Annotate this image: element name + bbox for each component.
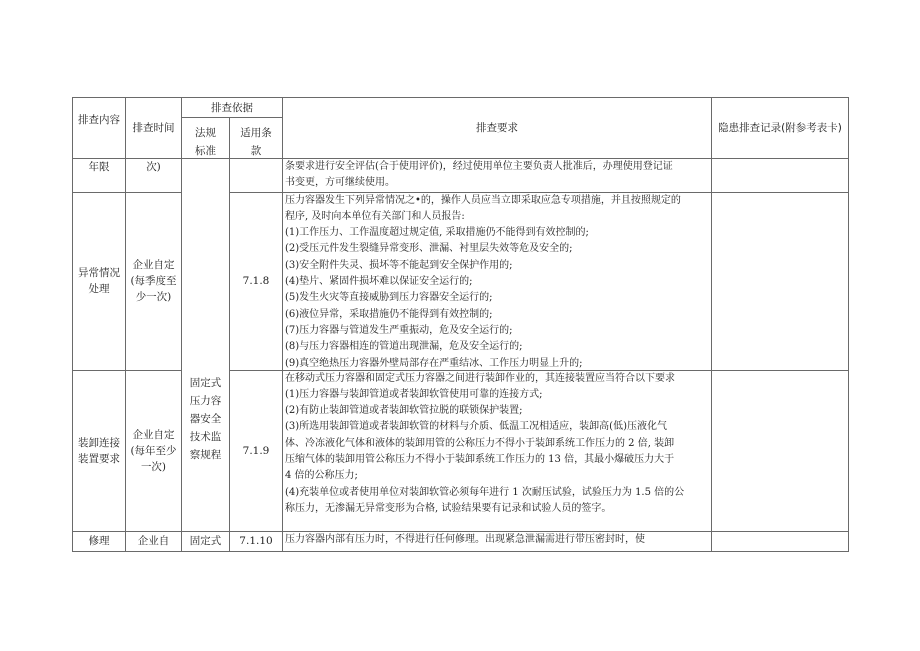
requirement-line: (3)所选用装卸管道或者装卸软管的材料与介质、低温工况相适应，装卸高(低)压液化气 — [285, 421, 667, 433]
header-item: 排查内容 — [73, 98, 126, 159]
row-requirement — [283, 159, 712, 193]
requirement-line: (5)发生火灾等直接威胁到压力容器安全运行的; — [285, 292, 493, 304]
row-clause: 7.1.8 — [230, 192, 283, 370]
row-record — [712, 159, 849, 193]
row-time: 企业自 — [126, 531, 182, 551]
row-time: 企业自定(每季度至少一次) — [126, 192, 182, 370]
requirement-line: (1)工作压力、工作温度超过规定值, 采取措施仍不能得到有效控制的; — [285, 227, 589, 239]
requirement-line: 程序, 及时向本单位有关部门和人员报告: — [285, 210, 465, 222]
requirement-line: (6)液位异常，采取措施仍不能得到有效控制的; — [285, 308, 493, 320]
requirement-line: 称压力，无渗漏无异常变形为合格, 试验结果要有记录和试验人员的签字。 — [285, 502, 612, 514]
requirement-line: 在移动式压力容器和固定式压力容器之间进行装卸作业的，其连接装置应当符合以下要求 — [285, 372, 675, 384]
hazard-inspection-table — [72, 97, 849, 552]
row-requirement — [283, 192, 712, 370]
requirement-line: 压力容器发生下列异常情况之•的，操作人员应当立即采取应急专项措施，并且按照规定的 — [285, 194, 681, 206]
row-law: 固定式压力容器安全技术监察规程 — [182, 159, 230, 532]
requirement-line: (2)有防止装卸管道或者装卸软管拉脱的联锁保护装置; — [285, 405, 523, 417]
row-clause: 7.1.9 — [230, 370, 283, 531]
row-clause — [230, 159, 283, 193]
header-time: 排查时间 — [126, 98, 182, 159]
row-record — [712, 370, 849, 531]
requirement-line: 书变更，方可继续使用。 — [285, 177, 395, 189]
requirement-line: (4)垫片、紧固件损坏难以保证安全运行的; — [285, 276, 473, 288]
header-record: 隐患排查记录(附参考表卡) — [712, 98, 849, 159]
requirement-line: (8)与压力容器相连的管道出现泄漏，危及安全运行的; — [285, 341, 523, 353]
row-law: 固定式 — [182, 531, 230, 551]
row-record — [712, 192, 849, 370]
requirement-line: (4)充装单位或者使用单位对装卸软管必须每年进行 1 次耐压试验，试验压力为 1.5 倍的公 — [285, 486, 685, 498]
row-time: 次) — [126, 159, 182, 193]
header-requirement: 排查要求 — [283, 98, 712, 159]
header-basis: 排查依据 — [182, 98, 283, 118]
requirement-line: 4 倍的公称压力; — [285, 470, 358, 482]
row-item: 修理 — [73, 531, 126, 551]
requirement-line: 压力容器内部有压力时，不得进行任何修理。出现紧急泄漏需进行带压密封时，使 — [285, 533, 645, 545]
table-row — [73, 531, 849, 551]
row-requirement — [283, 370, 712, 531]
requirement-line: 压缩气体的装卸用管公称压力不得小于装卸系统工作压力的 13 倍，其最小爆破压力大于 — [285, 454, 675, 466]
requirement-line: (2)受压元件发生裂缝异常变形、泄漏、衬里层失效等危及安全的; — [285, 243, 573, 255]
requirement-line: 条要求进行安全评估(合于使用评价)，经过使用单位主要负责人批准后，办理使用登记证 — [285, 161, 673, 172]
requirement-line: (9)真空绝热压力容器外壁局部存在严重结冰、工作压力明显上升的; — [285, 357, 583, 369]
requirement-line: (1)压力容器与装卸管道或者装卸软管使用可靠的连接方式; — [285, 388, 543, 400]
row-item: 装卸连接装置要求 — [73, 370, 126, 531]
row-item: 异常情况处理 — [73, 192, 126, 370]
row-item: 年限 — [73, 159, 126, 193]
header-clause: 适用条款 — [230, 118, 283, 159]
requirement-line: (7)压力容器与管道发生严重振动，危及安全运行的; — [285, 324, 513, 336]
header-law: 法规标准 — [182, 118, 230, 159]
requirement-line: 体、冷冻液化气体和液体的装卸用管的公称压力不得小于装卸系统工作压力的 2 倍, 装卸 — [285, 437, 675, 449]
row-requirement — [283, 531, 712, 551]
requirement-line: (3)安全附件失灵、损坏等不能起到安全保护作用的; — [285, 259, 513, 271]
row-clause: 7.1.10 — [230, 531, 283, 551]
row-record — [712, 531, 849, 551]
table-row — [73, 159, 849, 193]
row-time: 企业自定(每年至少一次) — [126, 370, 182, 531]
